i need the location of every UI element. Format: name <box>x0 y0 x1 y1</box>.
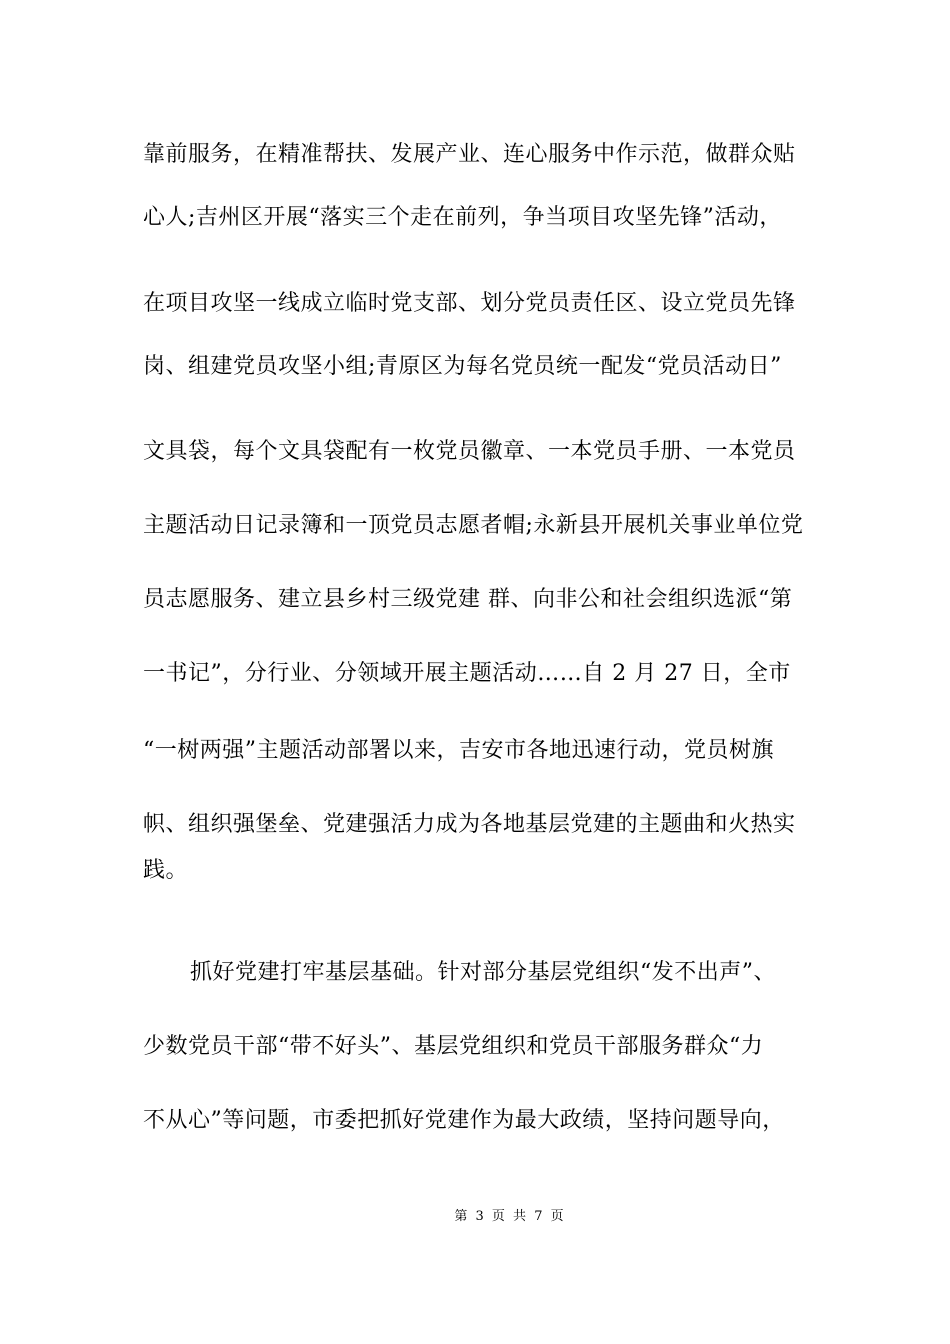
text-line: 在项目攻坚一线成立临时党支部、划分党员责任区、设立党员先锋 <box>143 291 796 316</box>
text-line: 心人;吉州区开展“落实三个走在前列，争当项目攻坚先锋”活动， <box>143 205 782 230</box>
page-number: 第 3 页 共 7 页 <box>454 1209 566 1224</box>
text-line: 抓好党建打牢基层基础。针对部分基层党组织“发不出声”、 <box>190 960 776 985</box>
text-line: 帜、组织强堡垒、党建强活力成为各地基层党建的主题曲和火热实 <box>143 812 796 837</box>
text-line: 主题活动日记录簿和一顶党员志愿者帽;永新县开展机关事业单位党 <box>143 513 804 538</box>
text-line: 员志愿服务、建立县乡村三级党建 群、向非公和社会组织选派“第 <box>143 587 793 612</box>
text-line: 岗、组建党员攻坚小组;青原区为每名党员统一配发“党员活动日” <box>143 354 782 379</box>
text-line: 靠前服务，在精准帮扶、发展产业、连心服务中作示范，做群众贴 <box>143 142 796 167</box>
text-line: 文具袋，每个文具袋配有一枚党员徽章、一本党员手册、一本党员 <box>143 439 796 464</box>
text-line: 少数党员干部“带不好头”、基层党组织和党员干部服务群众“力 <box>143 1034 764 1059</box>
text-line: 不从心”等问题，市委把抓好党建作为最大政绩，坚持问题导向， <box>143 1108 785 1133</box>
text-line: “一树两强”主题活动部署以来，吉安市各地迅速行动，党员树旗 <box>143 738 774 763</box>
text-line: 一书记”，分行业、分领域开展主题活动……自 2 月 27 日，全市 <box>143 661 791 686</box>
text-line: 践。 <box>143 858 189 883</box>
